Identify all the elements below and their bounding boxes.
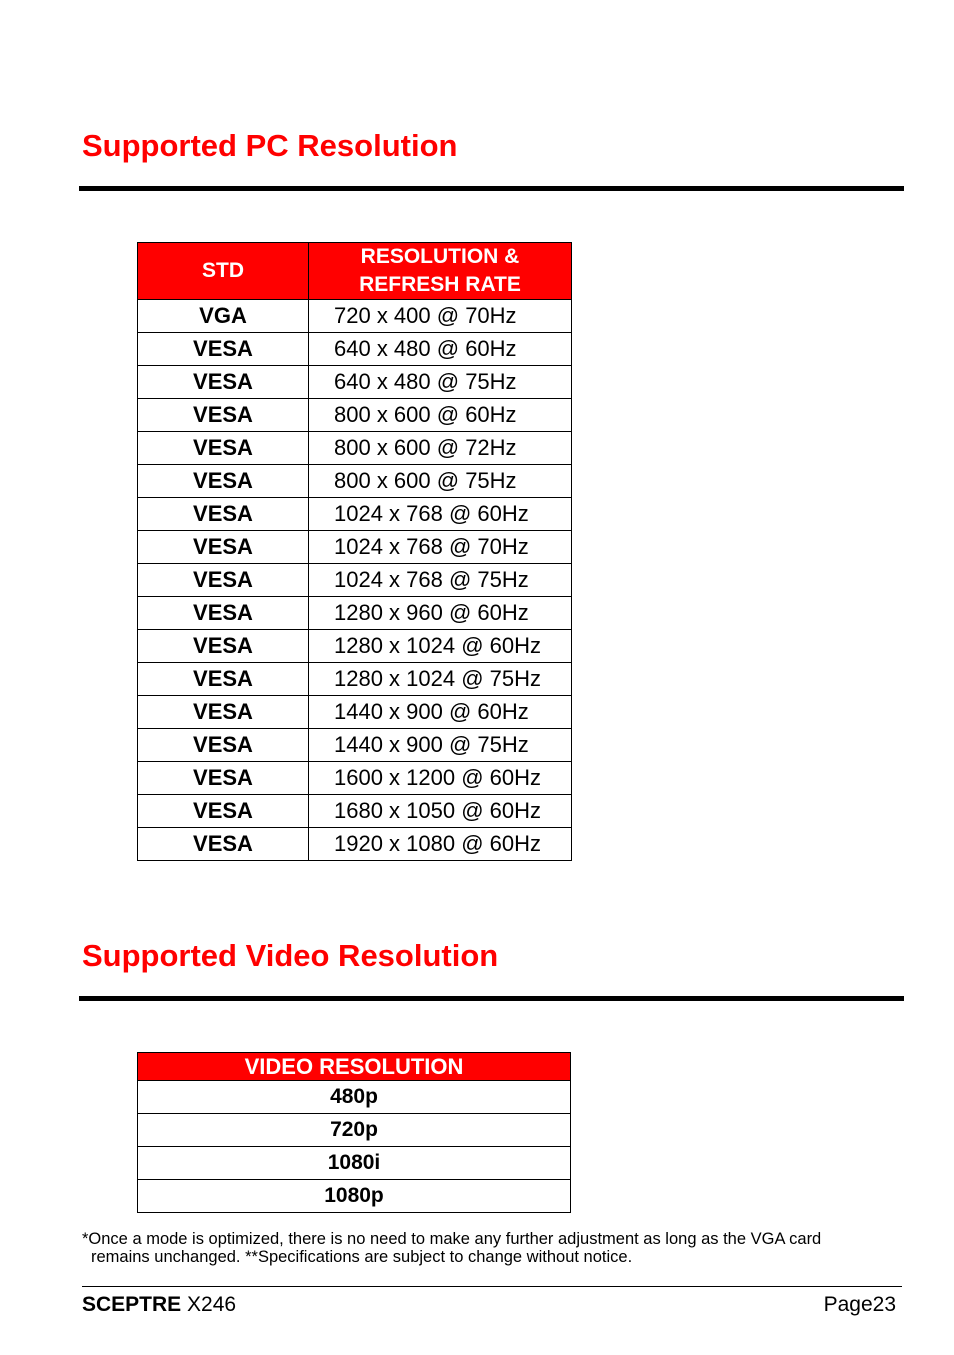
resolution-cell: 800 x 600 @ 60Hz — [309, 399, 572, 432]
std-cell: VESA — [138, 564, 309, 597]
std-cell: VESA — [138, 696, 309, 729]
resolution-cell: 1024 x 768 @ 70Hz — [309, 531, 572, 564]
table-row — [138, 333, 572, 366]
table-row — [138, 1180, 571, 1213]
resolution-header-line1: RESOLUTION & — [360, 245, 520, 268]
video-section-title: Supported Video Resolution — [82, 938, 499, 973]
resolution-cell: 1600 x 1200 @ 60Hz — [309, 762, 572, 795]
table-row — [138, 366, 572, 399]
table-row — [138, 531, 572, 564]
std-cell: VESA — [138, 366, 309, 399]
resolution-cell: 800 x 600 @ 75Hz — [309, 465, 572, 498]
pc-section-divider — [79, 186, 904, 191]
model-name: X246 — [181, 1293, 237, 1316]
video-resolution-cell: 480p — [138, 1081, 571, 1114]
resolution-cell: 800 x 600 @ 72Hz — [309, 432, 572, 465]
video-table-header-row — [138, 1053, 571, 1081]
brand-name: SCEPTRE — [82, 1293, 182, 1316]
video-resolution-header: VIDEO RESOLUTION — [138, 1053, 571, 1081]
video-resolution-table — [137, 1052, 571, 1213]
std-cell: VESA — [138, 399, 309, 432]
table-row — [138, 300, 572, 333]
std-cell: VESA — [138, 333, 309, 366]
resolution-cell: 1440 x 900 @ 75Hz — [309, 729, 572, 762]
resolution-cell: 640 x 480 @ 60Hz — [309, 333, 572, 366]
std-cell: VESA — [138, 663, 309, 696]
resolution-cell: 1024 x 768 @ 75Hz — [309, 564, 572, 597]
table-row — [138, 432, 572, 465]
footnote-line2: remains unchanged. **Specifications are subject to change without notice. — [91, 1248, 633, 1266]
resolution-cell: 1280 x 1024 @ 60Hz — [309, 630, 572, 663]
pc-section-title: Supported PC Resolution — [82, 128, 458, 163]
table-row — [138, 465, 572, 498]
resolution-cell: 1920 x 1080 @ 60Hz — [309, 828, 572, 861]
table-row — [138, 1114, 571, 1147]
resolution-header-line2: REFRESH RATE — [359, 273, 521, 296]
video-resolution-cell: 1080i — [138, 1147, 571, 1180]
table-row — [138, 1081, 571, 1114]
std-cell: VESA — [138, 762, 309, 795]
resolution-cell: 1440 x 900 @ 60Hz — [309, 696, 572, 729]
pc-resolution-table — [137, 242, 572, 861]
table-row — [138, 399, 572, 432]
std-cell: VESA — [138, 630, 309, 663]
table-row — [138, 795, 572, 828]
pc-table-header-row — [138, 243, 572, 300]
video-resolution-cell: 720p — [138, 1114, 571, 1147]
table-row — [138, 762, 572, 795]
table-row — [138, 1147, 571, 1180]
footer-product — [82, 1293, 236, 1317]
table-row — [138, 597, 572, 630]
resolution-cell: 1680 x 1050 @ 60Hz — [309, 795, 572, 828]
footer-divider — [82, 1286, 902, 1287]
std-cell: VESA — [138, 531, 309, 564]
footnote — [82, 1230, 912, 1266]
resolution-cell: 720 x 400 @ 70Hz — [309, 300, 572, 333]
resolution-cell: 640 x 480 @ 75Hz — [309, 366, 572, 399]
std-cell: VESA — [138, 795, 309, 828]
table-row — [138, 696, 572, 729]
video-section-divider — [79, 996, 904, 1001]
std-cell: VESA — [138, 465, 309, 498]
resolution-cell: 1024 x 768 @ 60Hz — [309, 498, 572, 531]
table-row — [138, 498, 572, 531]
std-cell: VESA — [138, 432, 309, 465]
table-row — [138, 828, 572, 861]
table-row — [138, 564, 572, 597]
std-cell: VESA — [138, 828, 309, 861]
footnote-line1: *Once a mode is optimized, there is no need to make any further adjustment as long as the VGA card — [82, 1230, 822, 1248]
table-row — [138, 630, 572, 663]
table-row — [138, 663, 572, 696]
std-cell: VESA — [138, 729, 309, 762]
std-cell: VESA — [138, 597, 309, 630]
table-row — [138, 729, 572, 762]
std-cell: VGA — [138, 300, 309, 333]
resolution-cell: 1280 x 1024 @ 75Hz — [309, 663, 572, 696]
resolution-cell: 1280 x 960 @ 60Hz — [309, 597, 572, 630]
resolution-column-header — [309, 243, 572, 300]
page-number: Page23 — [823, 1293, 896, 1316]
std-cell: VESA — [138, 498, 309, 531]
video-resolution-cell: 1080p — [138, 1180, 571, 1213]
std-column-header: STD — [138, 243, 309, 300]
